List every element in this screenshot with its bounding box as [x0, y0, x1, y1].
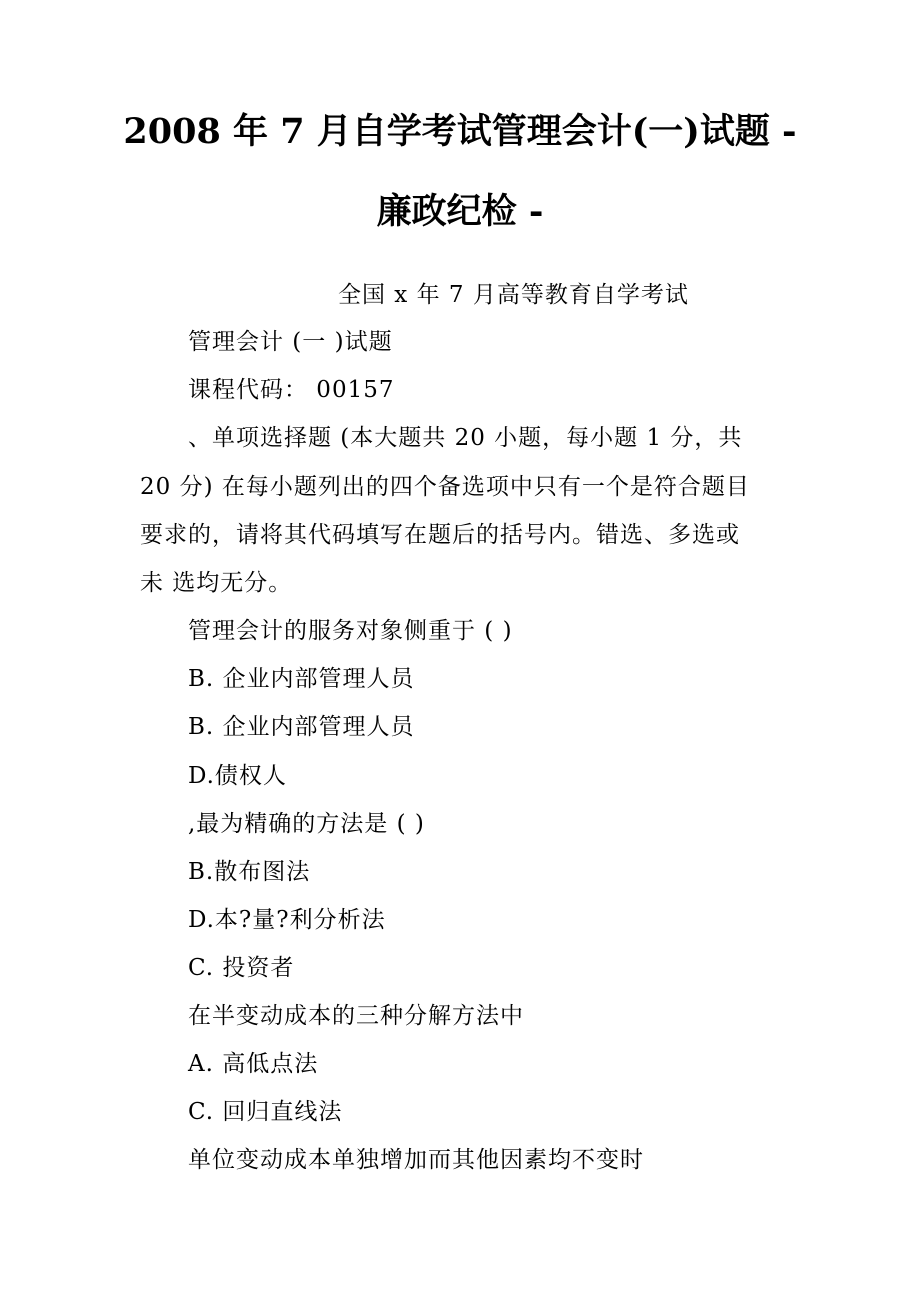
question-3-option-a: A. 高低点法 — [188, 1051, 319, 1077]
section-heading-line-1: 、单项选择题 (本大题共 20 小题，每小题 1 分，共 — [188, 425, 743, 451]
document-title-line-2: 廉政纪检 - — [376, 191, 544, 232]
question-3-stem: 在半变动成本的三种分解方法中 — [188, 1003, 524, 1029]
section-heading-line-3: 要求的，请将其代码填写在题后的括号内。错选、多选或 — [140, 522, 740, 548]
question-3-option-c: C. 回归直线法 — [188, 1099, 343, 1125]
question-1-stem: 管理会计的服务对象侧重于 ( ) — [188, 618, 513, 644]
question-2-option-d: D.本?量?利分析法 — [188, 907, 386, 933]
exam-subtitle: 全国 x 年 7 月高等教育自学考试 — [338, 282, 689, 308]
paper-name: 管理会计 (一 )试题 — [188, 329, 393, 355]
question-1-option-b: B. 企业内部管理人员 — [188, 666, 415, 692]
section-heading-line-4: 未 选均无分。 — [140, 570, 293, 596]
question-2-stem: ,最为精确的方法是 ( ) — [188, 811, 425, 837]
document-title-line-1: 2008 年 7 月自学考试管理会计(一)试题 - — [123, 111, 797, 152]
question-2-option-c: C. 投资者 — [188, 955, 295, 981]
question-4-stem: 单位变动成本单独增加而其他因素均不变时 — [188, 1147, 644, 1173]
course-code: 课程代码： 00157 — [188, 377, 395, 403]
question-2-option-b: B.散布图法 — [188, 859, 311, 885]
question-1-option-b-repeat: B. 企业内部管理人员 — [188, 714, 415, 740]
section-heading-line-2: 20 分) 在每小题列出的四个备选项中只有一个是符合题目 — [140, 474, 750, 500]
question-1-option-d: D.债权人 — [188, 763, 287, 789]
